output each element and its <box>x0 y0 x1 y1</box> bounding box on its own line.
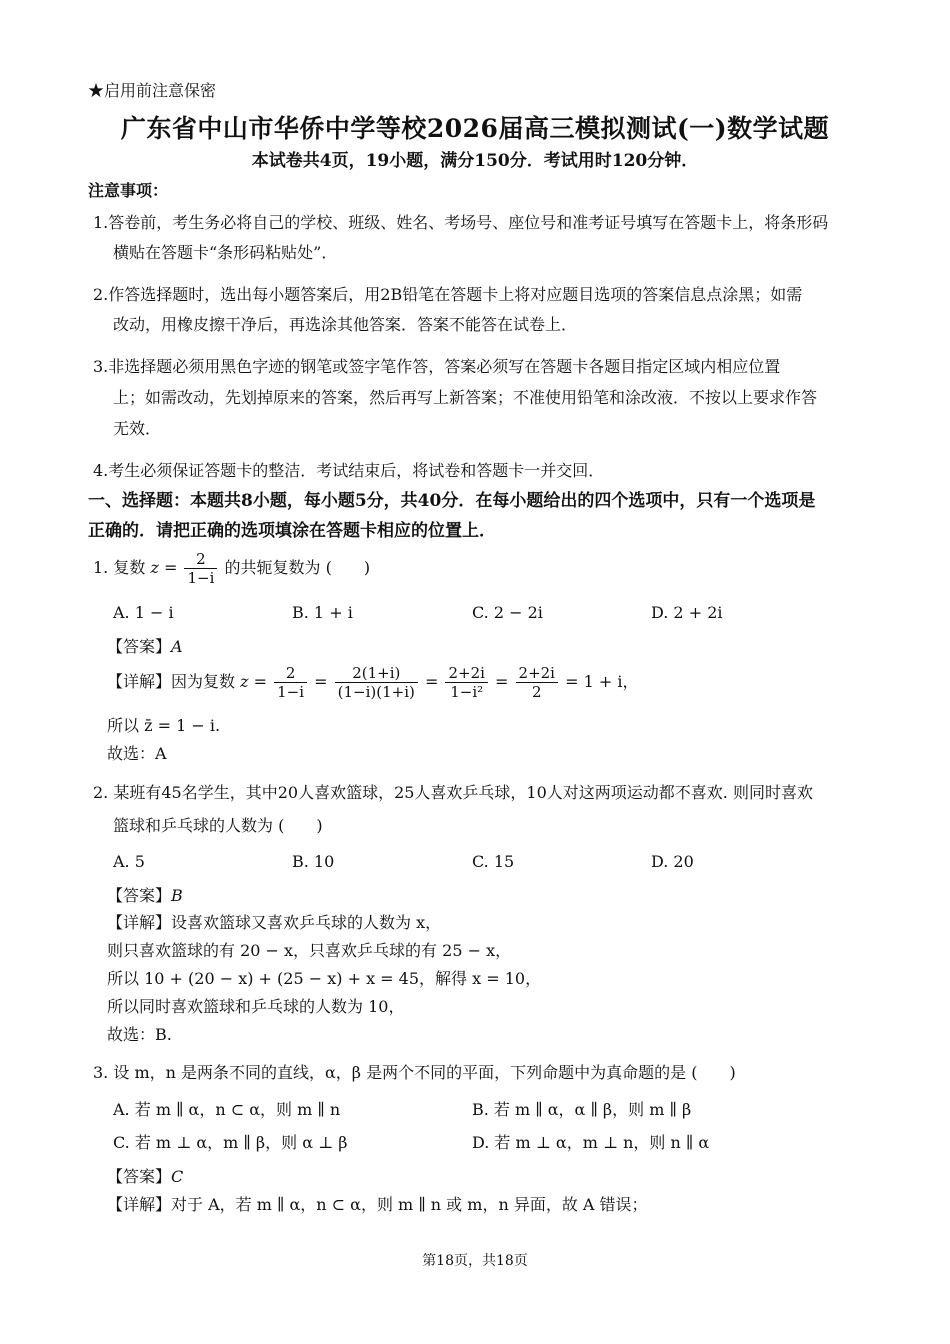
q3-option-c: C. 若 m ⊥ α，m ∥ β，则 α ⊥ β <box>113 1133 348 1152</box>
section-heading-line1: 一、选择题：本题共8小题，每小题5分，共40分．在每小题给出的四个选项中，只有一个选项是 <box>88 491 816 511</box>
fraction: $\frac{2}{1-i}$ <box>184 550 217 587</box>
q1-detail: 【详解】因为复数 z = $\frac{2}{1-i}$ = $\frac{2(1+i)}{(1-i)(1+i)}$ = $\frac{2+2i}{\text{1−i²}}$ = $\frac{2+2i}{2}$ = 1 + i， <box>107 664 639 701</box>
q2-option-c: C. 15 <box>472 852 515 871</box>
q1-option-d: D. 2 + 2i <box>651 603 723 622</box>
notice-item-4-line1: 4.考生必须保证答题卡的整洁．考试结束后，将试卷和答题卡一并交回． <box>93 461 605 480</box>
q2-option-b: B. 10 <box>292 852 335 871</box>
notice-item-1-line2: 横贴在答题卡“条形码粘贴处”． <box>113 243 338 262</box>
q3-option-d: D. 若 m ⊥ α，m ⊥ n，则 n ∥ α <box>472 1133 710 1152</box>
q2-option-d: D. 20 <box>651 852 694 871</box>
q2-detail-line3: 所以 10 + (20 − x) + (25 − x) + x = 45，解得 x = 10， <box>107 969 542 988</box>
q2-option-a: A. 5 <box>113 852 145 871</box>
q3-option-b: B. 若 m ∥ α，α ∥ β，则 m ∥ β <box>472 1100 692 1119</box>
notice-heading: 注意事项： <box>88 181 169 200</box>
q2-answer: 【答案】B <box>107 886 183 905</box>
fraction: $\frac{2(1+i)}{(1-i)(1+i)}$ <box>335 664 418 701</box>
fraction: $\frac{2}{1-i}$ <box>274 664 307 701</box>
notice-item-1-line1: 1.答卷前，考生务必将自己的学校、班级、姓名、考场号、座位号和准考证号填写在答题卡上，将条形码 <box>93 213 829 232</box>
q3-detail-line1: 【详解】对于 A，若 m ∥ α，n ⊂ α，则 m ∥ n 或 m，n 异面，故 A 错误； <box>107 1195 648 1214</box>
question-2-stem-line1: 2. 某班有45名学生，其中20人喜欢篮球，25人喜欢乒乓球，10人对这两项运动都不喜欢. 则同时喜欢 <box>93 783 813 802</box>
q2-detail-line4: 所以同时喜欢篮球和乒乓球的人数为 10， <box>107 997 405 1016</box>
fraction: $\frac{2+2i}{\text{1−i²}}$ <box>445 664 487 701</box>
notice-item-3-line2: 上；如需改动，先划掉原来的答案，然后再写上新答案；不准使用铅笔和涂改液．不按以上要求作答 <box>113 388 818 407</box>
question-2-stem-line2: 篮球和乒乓球的人数为 ( ) <box>113 816 323 835</box>
page-footer: 第18页，共18页 <box>422 1253 528 1269</box>
q2-detail-line1: 【详解】设喜欢篮球又喜欢乒乓球的人数为 x， <box>107 913 442 932</box>
q3-answer: 【答案】C <box>107 1167 184 1186</box>
q2-detail-line5: 故选：B. <box>107 1025 172 1044</box>
notice-item-2-line1: 2.作答选择题时，选出每小题答案后，用2B铅笔在答题卡上将对应题目选项的答案信息点涂黑；如需 <box>93 285 803 304</box>
q2-detail-line2: 则只喜欢篮球的有 20 − x，只喜欢乒乓球的有 25 − x， <box>107 941 512 960</box>
q1-answer: 【答案】A <box>107 637 183 656</box>
notice-item-3-line1: 3.非选择题必须用黑色字迹的钢笔或签字笔作答，答案必须写在答题卡各题目指定区域内相应位置 <box>93 357 781 376</box>
section-heading-line2: 正确的．请把正确的选项填涂在答题卡相应的位置上． <box>88 521 496 541</box>
fraction: $\frac{2+2i}{2}$ <box>516 664 558 701</box>
question-1-stem: 1. 复数 z = $\frac{2}{1-i}$ 的共轭复数为 ( ) <box>93 550 371 587</box>
exam-subtitle: 本试卷共4页，19小题，满分150分．考试用时120分钟． <box>251 151 699 171</box>
question-3-stem: 3. 设 m，n 是两条不同的直线，α，β 是两个不同的平面，下列命题中为真命题的是 ( ) <box>93 1063 736 1082</box>
confidential-note: ★启用前注意保密 <box>88 81 217 100</box>
q1-option-c: C. 2 − 2i <box>472 603 543 622</box>
notice-item-2-line2: 改动，用橡皮擦干净后，再选涂其他答案．答案不能答在试卷上． <box>113 315 578 334</box>
notice-item-3-line3: 无效． <box>113 419 162 438</box>
q1-option-b: B. 1 + i <box>292 603 353 622</box>
q1-option-a: A. 1 − i <box>113 603 174 622</box>
page-title: 广东省中山市华侨中学等校2026届高三模拟测试(一)数学试题 <box>120 114 830 143</box>
q3-option-a: A. 若 m ∥ α，n ⊂ α，则 m ∥ n <box>113 1100 341 1119</box>
q1-detail-line2: 所以 z̄ = 1 − i. <box>107 716 221 735</box>
q1-detail-line3: 故选：A <box>107 744 167 763</box>
